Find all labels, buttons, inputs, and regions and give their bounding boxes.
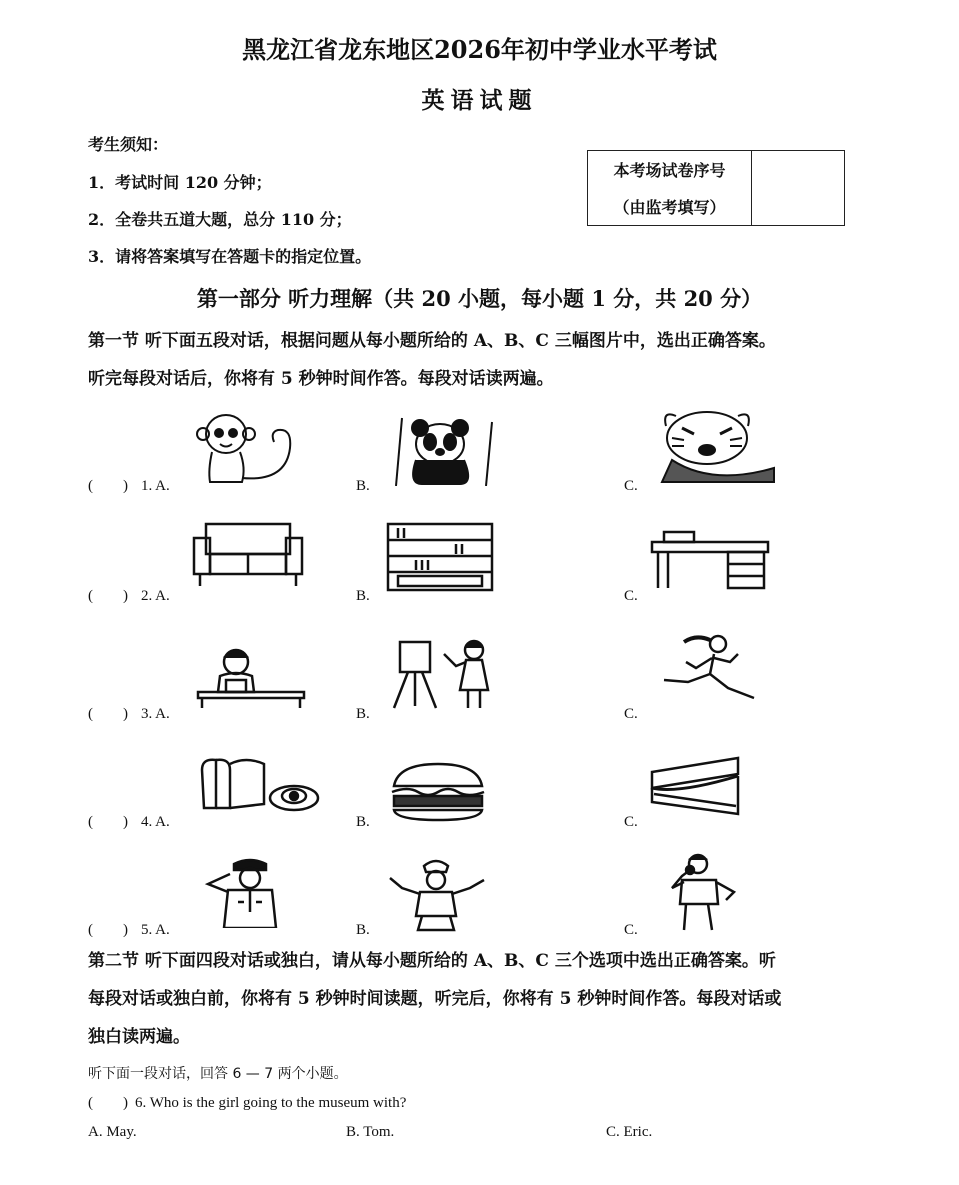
serial-label-line2: （由监考填写） (613, 198, 726, 217)
question-6-option-a[interactable]: A. May. (88, 1124, 137, 1140)
singer-icon[interactable] (660, 852, 744, 932)
question-1-option-b: B. (356, 478, 370, 494)
sofa-icon[interactable] (192, 520, 304, 588)
serial-label (588, 151, 752, 225)
section2-instruction-line1: 第二节 听下面四段对话或独白，请从每小题所给的 A、B、C 三个选项中选出正确答案。听 (88, 951, 776, 971)
question-5-option-c: C. (624, 922, 638, 938)
question-3-option-c: C. (624, 706, 638, 722)
section1-instruction-line2: 听完每段对话后，你将有 5 秒钟时间作答。每段对话读两遍。 (88, 369, 554, 389)
answer-blank-1[interactable]: ( ) (88, 478, 128, 494)
notice-item-3: 3．请将答案填写在答题卡的指定位置。 (88, 247, 372, 266)
question-5-option-b: B. (356, 922, 370, 938)
serial-number-box (587, 150, 845, 226)
hamburger-icon[interactable] (388, 762, 488, 822)
sandwich-icon[interactable] (648, 754, 744, 816)
panda-icon[interactable] (388, 412, 500, 486)
painting-girl-icon[interactable] (388, 634, 498, 710)
question-5-label: 5. A. (141, 922, 170, 938)
section1-instruction-line1: 第一节 听下面五段对话，根据问题从每小题所给的 A、B、C 三幅图片中，选出正确答案。 (88, 331, 776, 351)
answer-blank-3[interactable]: ( ) (88, 706, 128, 722)
question-2-option-b: B. (356, 588, 370, 604)
question-4-option-b: B. (356, 814, 370, 830)
dialogue-intro: 听下面一段对话，回答 6 — 7 两个小题。 (88, 1066, 348, 1082)
policeman-icon[interactable] (194, 856, 294, 928)
notice-heading: 考生须知： (88, 135, 169, 154)
question-2-label: 2. A. (141, 588, 170, 604)
section2-instruction-line2: 每段对话或独白前，你将有 5 秒钟时间读题，听完后，你将有 5 秒钟时间作答。每段对话或 (88, 989, 782, 1009)
question-3-label: 3. A. (141, 706, 170, 722)
answer-blank-5[interactable]: ( ) (88, 922, 128, 938)
notice-item-1: 1．考试时间 120 分钟； (88, 173, 272, 192)
tiger-icon[interactable] (652, 406, 778, 484)
question-6-text: 6. Who is the girl going to the museum with? (135, 1095, 407, 1111)
question-2-option-c: C. (624, 588, 638, 604)
exam-title: 黑龙江省龙东地区2026年初中学业水平考试 (242, 35, 717, 64)
serial-label-line1: 本考场试卷序号 (613, 161, 726, 180)
notice-item-2: 2．全卷共五道大题，总分 110 分； (88, 210, 352, 229)
question-6-option-b[interactable]: B. Tom. (346, 1124, 395, 1140)
section2-instruction-line3: 独白读两遍。 (88, 1027, 190, 1047)
bookshelf-icon[interactable] (386, 522, 494, 592)
question-3-option-b: B. (356, 706, 370, 722)
question-1-label: 1. A. (141, 478, 170, 494)
answer-blank-6[interactable]: ( ) (88, 1095, 128, 1111)
answer-blank-4[interactable]: ( ) (88, 814, 128, 830)
exam-subtitle: 英语试题 (421, 87, 538, 114)
cook-icon[interactable] (386, 856, 488, 932)
monkey-icon[interactable] (186, 408, 302, 486)
serial-number-field[interactable] (752, 151, 844, 225)
reading-girl-icon[interactable] (196, 646, 306, 708)
desk-icon[interactable] (650, 528, 770, 590)
question-4-label: 4. A. (141, 814, 170, 830)
running-woman-icon[interactable] (656, 632, 760, 702)
answer-blank-2[interactable]: ( ) (88, 588, 128, 604)
part1-title: 第一部分 听力理解（共 20 小题，每小题 1 分，共 20 分） (196, 286, 763, 311)
question-1-option-c: C. (624, 478, 638, 494)
question-4-option-c: C. (624, 814, 638, 830)
question-6-option-c[interactable]: C. Eric. (606, 1124, 653, 1140)
bread-egg-icon[interactable] (198, 756, 322, 814)
